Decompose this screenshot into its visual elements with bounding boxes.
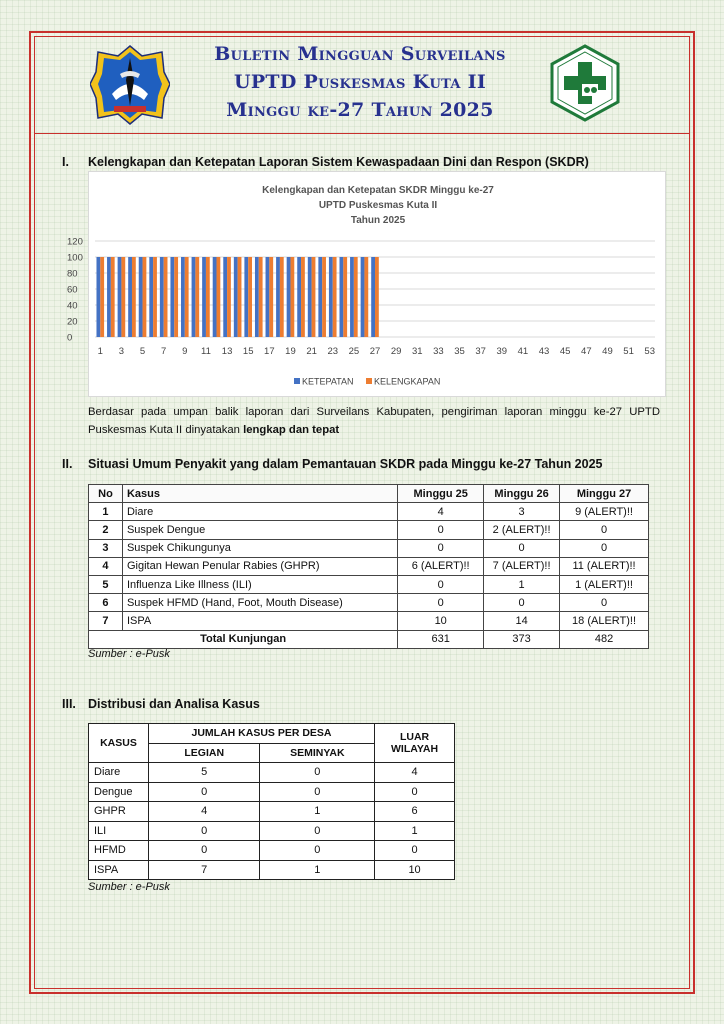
row-kasus: ILI xyxy=(89,821,149,841)
row-seminyak: 1 xyxy=(260,860,375,880)
section-1-heading xyxy=(62,155,589,169)
bar-kelengkapan-1 xyxy=(100,257,104,337)
x-tick-label: 29 xyxy=(390,346,402,357)
bar-ketepatan-17 xyxy=(266,257,270,337)
bar-kelengkapan-17 xyxy=(269,257,273,337)
row-no: 5 xyxy=(89,575,123,593)
x-tick-label: 21 xyxy=(306,346,317,357)
x-tick-label: 35 xyxy=(454,346,465,357)
table-header-row xyxy=(89,724,455,744)
legend-label-ketepatan: KETEPATAN xyxy=(302,376,354,387)
bar-kelengkapan-15 xyxy=(248,257,252,337)
bar-kelengkapan-7 xyxy=(164,257,168,337)
section-1-paragraph-emphasis: lengkap dan tepat xyxy=(243,424,340,436)
row-m27: 9 (ALERT)!! xyxy=(560,503,649,521)
row-seminyak: 0 xyxy=(260,763,375,783)
x-tick-label: 31 xyxy=(411,346,423,357)
bar-ketepatan-10 xyxy=(192,257,196,337)
case-distribution-table xyxy=(88,723,455,880)
x-tick-label: 7 xyxy=(161,346,167,357)
col-header-per-desa: JUMLAH KASUS PER DESA xyxy=(148,724,374,744)
bar-ketepatan-19 xyxy=(287,257,291,337)
bar-kelengkapan-2 xyxy=(111,257,115,337)
row-m26: 2 (ALERT)!! xyxy=(484,521,560,539)
row-m26: 14 xyxy=(484,612,560,630)
section-1-paragraph-text: Berdasar pada umpan balik laporan dari Surveilans Kabupaten, pengiriman laporan minggu ke-27 UPTD Puskesmas Kuta II dinyatakan xyxy=(88,406,660,436)
x-tick-label: 11 xyxy=(201,346,211,357)
bar-kelengkapan-6 xyxy=(153,257,157,337)
bar-ketepatan-6 xyxy=(149,257,153,337)
row-no: 1 xyxy=(89,503,123,521)
bar-kelengkapan-10 xyxy=(195,257,199,337)
bulletin-title-line1: Buletin Mingguan Surveilans xyxy=(214,43,506,65)
bar-kelengkapan-11 xyxy=(206,257,210,337)
section-2-title: Situasi Umum Penyakit yang dalam Pemantauan SKDR pada Minggu ke-27 Tahun 2025 xyxy=(88,457,603,471)
row-seminyak: 0 xyxy=(260,821,375,841)
row-luar: 4 xyxy=(375,763,455,783)
row-m27: 11 (ALERT)!! xyxy=(560,557,649,575)
x-tick-label: 39 xyxy=(496,346,508,357)
disease-situation-table xyxy=(88,484,649,649)
row-no: 4 xyxy=(89,557,123,575)
row-m26: 0 xyxy=(484,539,560,557)
row-kasus: Suspek Chikungunya xyxy=(122,539,397,557)
x-tick-label: 27 xyxy=(369,346,381,357)
row-m26: 3 xyxy=(484,503,560,521)
x-tick-label: 25 xyxy=(348,346,360,357)
row-m25: 0 xyxy=(398,575,484,593)
row-m27: 1 (ALERT)!! xyxy=(560,575,649,593)
puskesmas-cross-icon xyxy=(550,44,620,122)
bar-ketepatan-2 xyxy=(107,257,111,337)
y-tick-label: 0 xyxy=(67,332,73,344)
bar-kelengkapan-26 xyxy=(364,257,368,337)
row-no: 2 xyxy=(89,521,123,539)
table-row xyxy=(89,841,455,861)
row-kasus: ISPA xyxy=(89,860,149,880)
bar-kelengkapan-24 xyxy=(343,257,347,337)
bar-kelengkapan-13 xyxy=(227,257,231,337)
y-tick-label: 60 xyxy=(67,284,78,296)
bulletin-title-line3: Minggu ke-27 Tahun 2025 xyxy=(226,99,494,121)
bar-ketepatan-4 xyxy=(128,257,132,337)
bar-ketepatan-1 xyxy=(96,257,100,337)
row-legian: 4 xyxy=(148,802,260,822)
row-luar: 0 xyxy=(375,782,455,802)
col-header-kasus: KASUS xyxy=(89,724,149,763)
chart-subtitle: UPTD Puskesmas Kuta II xyxy=(318,200,438,211)
bar-kelengkapan-23 xyxy=(333,257,337,337)
table-row xyxy=(89,802,455,822)
x-tick-label: 23 xyxy=(327,346,339,357)
row-m26: 0 xyxy=(484,594,560,612)
bar-kelengkapan-4 xyxy=(132,257,136,337)
bar-kelengkapan-14 xyxy=(238,257,242,337)
bar-kelengkapan-16 xyxy=(259,257,263,337)
x-tick-label: 53 xyxy=(644,346,656,357)
bar-kelengkapan-20 xyxy=(301,257,305,337)
section-2-number: II. xyxy=(62,457,73,471)
total-label: Total Kunjungan xyxy=(89,630,398,648)
row-m27: 0 xyxy=(560,594,649,612)
bar-kelengkapan-21 xyxy=(312,257,316,337)
row-luar: 1 xyxy=(375,821,455,841)
chart-subtitle2: Tahun 2025 xyxy=(350,215,406,226)
x-tick-label: 51 xyxy=(623,346,634,357)
x-tick-label: 37 xyxy=(475,346,486,357)
bar-ketepatan-15 xyxy=(244,257,248,337)
bar-ketepatan-11 xyxy=(202,257,206,337)
chart-title: Kelengkapan dan Ketepatan SKDR Minggu ke-27 xyxy=(262,185,494,196)
x-tick-label: 49 xyxy=(602,346,613,357)
table-row xyxy=(89,860,455,880)
bar-ketepatan-23 xyxy=(329,257,333,337)
col-header-minggu-26: Minggu 26 xyxy=(484,485,560,503)
y-tick-label: 120 xyxy=(67,236,83,248)
table-header-row xyxy=(89,485,649,503)
row-m25: 6 (ALERT)!! xyxy=(398,557,484,575)
x-tick-label: 41 xyxy=(517,346,529,357)
row-m25: 0 xyxy=(398,594,484,612)
x-tick-label: 33 xyxy=(433,346,444,357)
row-kasus: GHPR xyxy=(89,802,149,822)
x-tick-label: 45 xyxy=(559,346,571,357)
row-m27: 0 xyxy=(560,539,649,557)
bar-ketepatan-12 xyxy=(213,257,217,337)
table-row xyxy=(89,557,649,575)
section-3-source: Sumber : e-Pusk xyxy=(88,881,170,893)
bar-kelengkapan-18 xyxy=(280,257,284,337)
bulletin-title xyxy=(150,40,570,124)
x-tick-label: 5 xyxy=(139,346,146,357)
bar-ketepatan-14 xyxy=(234,257,238,337)
bar-ketepatan-18 xyxy=(276,257,280,337)
x-tick-label: 43 xyxy=(538,346,550,357)
row-m25: 4 xyxy=(398,503,484,521)
col-header-no: No xyxy=(89,485,123,503)
table-row xyxy=(89,575,649,593)
y-tick-label: 100 xyxy=(67,252,83,264)
col-header-legian: LEGIAN xyxy=(148,743,260,763)
total-m25: 631 xyxy=(398,630,484,648)
table-row xyxy=(89,612,649,630)
row-no: 3 xyxy=(89,539,123,557)
bar-kelengkapan-9 xyxy=(185,257,189,337)
row-legian: 5 xyxy=(148,763,260,783)
row-luar: 10 xyxy=(375,860,455,880)
row-legian: 0 xyxy=(148,841,260,861)
bar-ketepatan-24 xyxy=(339,257,343,337)
row-luar: 6 xyxy=(375,802,455,822)
row-legian: 0 xyxy=(148,782,260,802)
row-kasus: Influenza Like Illness (ILI) xyxy=(122,575,397,593)
bar-ketepatan-27 xyxy=(371,257,375,337)
bar-ketepatan-7 xyxy=(160,257,164,337)
bar-kelengkapan-22 xyxy=(322,257,326,337)
table-row xyxy=(89,503,649,521)
header-divider xyxy=(34,133,690,134)
section-1-number: I. xyxy=(62,155,69,169)
x-tick-label: 1 xyxy=(97,346,103,357)
bar-kelengkapan-19 xyxy=(290,257,294,337)
bar-ketepatan-20 xyxy=(297,257,301,337)
section-1-title: Kelengkapan dan Ketepatan Laporan Sistem Kewaspadaan Dini dan Respon (SKDR) xyxy=(88,155,589,169)
col-header-kasus: Kasus xyxy=(122,485,397,503)
row-m25: 10 xyxy=(398,612,484,630)
row-m26: 1 xyxy=(484,575,560,593)
x-tick-label: 9 xyxy=(182,346,188,357)
section-2-source: Sumber : e-Pusk xyxy=(88,648,170,660)
bulletin-title-line2: UPTD Puskesmas Kuta II xyxy=(233,71,487,93)
total-row xyxy=(89,630,649,648)
legend-swatch-kelengkapan xyxy=(366,378,372,384)
col-header-seminyak: SEMINYAK xyxy=(260,743,375,763)
row-no: 6 xyxy=(89,594,123,612)
bar-ketepatan-26 xyxy=(361,257,365,337)
legend-swatch-ketepatan xyxy=(294,378,300,384)
bar-ketepatan-5 xyxy=(139,257,143,337)
x-tick-label: 47 xyxy=(581,346,592,357)
row-m27: 0 xyxy=(560,521,649,539)
legend-label-kelengkapan: KELENGKAPAN xyxy=(374,376,441,387)
section-3-heading xyxy=(62,697,260,711)
bar-ketepatan-16 xyxy=(255,257,259,337)
col-header-luar-wilayah: LUAR WILAYAH xyxy=(375,724,455,763)
bar-ketepatan-13 xyxy=(223,257,227,337)
skdr-chart xyxy=(67,171,666,397)
y-tick-label: 40 xyxy=(67,300,78,312)
row-seminyak: 1 xyxy=(260,802,375,822)
row-seminyak: 0 xyxy=(260,841,375,861)
row-m26: 7 (ALERT)!! xyxy=(484,557,560,575)
bar-ketepatan-9 xyxy=(181,257,185,337)
row-kasus: ISPA xyxy=(122,612,397,630)
x-tick-label: 13 xyxy=(221,346,233,357)
row-kasus: Diare xyxy=(122,503,397,521)
bar-ketepatan-8 xyxy=(170,257,174,337)
section-3-number: III. xyxy=(62,697,76,711)
row-kasus: Dengue xyxy=(89,782,149,802)
x-tick-label: 15 xyxy=(242,346,254,357)
bar-kelengkapan-12 xyxy=(217,257,221,337)
table-row xyxy=(89,821,455,841)
bar-kelengkapan-27 xyxy=(375,257,379,337)
x-tick-label: 3 xyxy=(118,346,125,357)
section-3-title: Distribusi dan Analisa Kasus xyxy=(88,697,260,711)
col-header-minggu-27: Minggu 27 xyxy=(560,485,649,503)
row-seminyak: 0 xyxy=(260,782,375,802)
col-header-minggu-25: Minggu 25 xyxy=(398,485,484,503)
row-m25: 0 xyxy=(398,539,484,557)
y-tick-label: 20 xyxy=(67,316,78,328)
row-legian: 0 xyxy=(148,821,260,841)
x-tick-label: 19 xyxy=(285,346,296,357)
table-row xyxy=(89,763,455,783)
skdr-chart-svg xyxy=(67,172,667,398)
total-m27: 482 xyxy=(560,630,649,648)
table-row xyxy=(89,782,455,802)
total-m26: 373 xyxy=(484,630,560,648)
row-m25: 0 xyxy=(398,521,484,539)
row-kasus: Suspek Dengue xyxy=(122,521,397,539)
section-2-heading xyxy=(62,457,603,471)
section-1-paragraph xyxy=(88,403,660,439)
table-row xyxy=(89,539,649,557)
y-tick-label: 80 xyxy=(67,268,78,280)
table-row xyxy=(89,521,649,539)
row-no: 7 xyxy=(89,612,123,630)
row-kasus: Suspek HFMD (Hand, Foot, Mouth Disease) xyxy=(122,594,397,612)
bar-kelengkapan-8 xyxy=(174,257,178,337)
row-m27: 18 (ALERT)!! xyxy=(560,612,649,630)
bar-ketepatan-3 xyxy=(118,257,122,337)
bar-kelengkapan-3 xyxy=(121,257,125,337)
table-row xyxy=(89,594,649,612)
row-kasus: HFMD xyxy=(89,841,149,861)
bar-kelengkapan-25 xyxy=(354,257,358,337)
row-luar: 0 xyxy=(375,841,455,861)
bar-ketepatan-25 xyxy=(350,257,354,337)
x-tick-label: 17 xyxy=(264,346,275,357)
row-kasus: Gigitan Hewan Penular Rabies (GHPR) xyxy=(122,557,397,575)
row-kasus: Diare xyxy=(89,763,149,783)
bar-ketepatan-22 xyxy=(318,257,322,337)
bar-kelengkapan-5 xyxy=(143,257,147,337)
bar-ketepatan-21 xyxy=(308,257,312,337)
row-legian: 7 xyxy=(148,860,260,880)
